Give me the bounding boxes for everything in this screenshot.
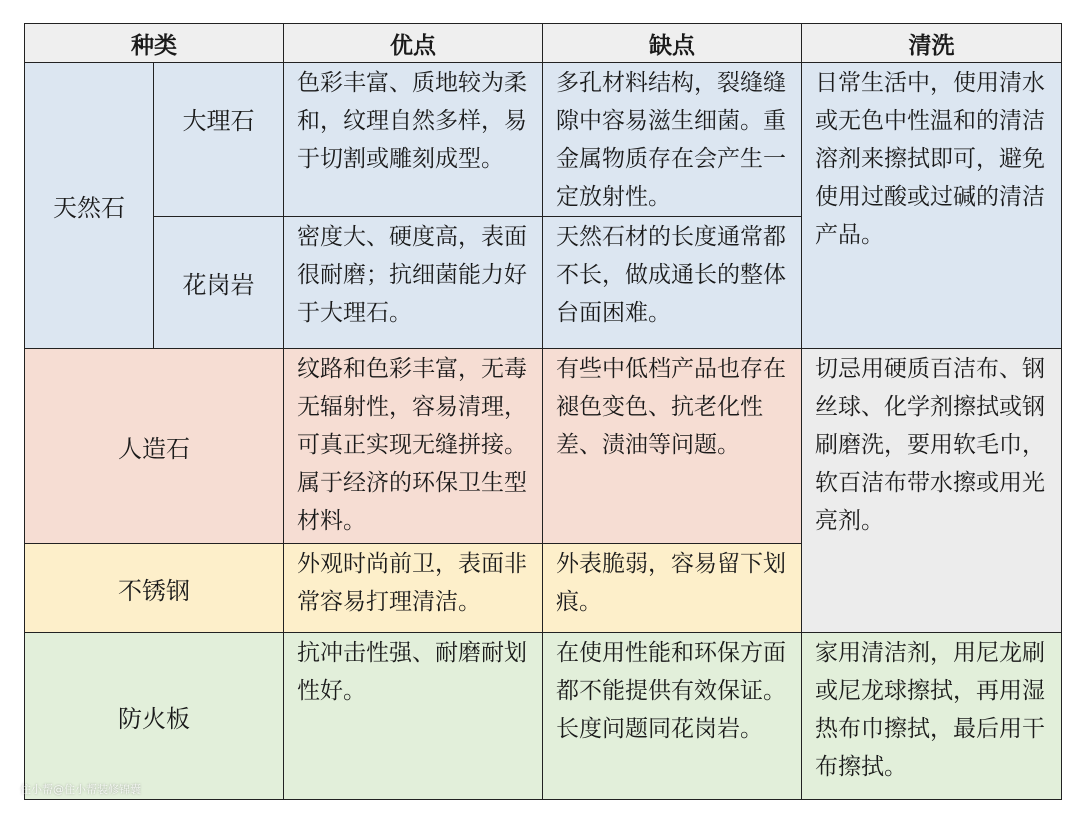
table-row-marble — [25, 63, 1062, 217]
header-type: 种类 — [25, 24, 284, 63]
shared-cleaning: 切忌用硬质百洁布、钢丝球、化学剂擦拭或钢刷磨洗，要用软毛巾，软百洁布带水擦或用光亮剂。 — [815, 356, 1045, 534]
stainless-steel-label: 不锈钢 — [25, 544, 284, 633]
artificial-stone-cons-cell — [543, 349, 802, 544]
stainless-steel-cons: 外表脆弱，容易留下划痕。 — [556, 551, 786, 615]
header-row — [25, 24, 1062, 63]
artificial-stone-cons: 有些中低档产品也存在褪色变色、抗老化性差、渍油等问题。 — [556, 356, 786, 458]
granite-cons-cell — [543, 217, 802, 349]
marble-cons-cell — [543, 63, 802, 217]
marble-pros-cell — [284, 63, 543, 217]
stainless-steel-cons-cell — [543, 544, 802, 633]
table-row-artificial-stone — [25, 349, 1062, 544]
fireproof-board-cleaning: 家用清洁剂，用尼龙刷或尼龙球擦拭，再用湿热布巾擦拭，最后用干布擦拭。 — [815, 640, 1045, 780]
header-cleaning: 清洗 — [802, 24, 1062, 63]
marble-pros: 色彩丰富、质地较为柔和，纹理自然多样，易于切割或雕刻成型。 — [297, 70, 527, 172]
table-row-fireproof-board — [25, 633, 1062, 800]
natural-stone-cleaning-cell — [802, 63, 1062, 349]
fireproof-board-pros: 抗冲击性强、耐磨耐划性好。 — [297, 640, 527, 704]
granite-label: 花岗岩 — [154, 217, 284, 349]
header-pros: 优点 — [284, 24, 543, 63]
granite-pros: 密度大、硬度高，表面很耐磨；抗细菌能力好于大理石。 — [297, 224, 527, 326]
countertop-comparison-table — [24, 23, 1062, 800]
stainless-steel-pros: 外观时尚前卫，表面非常容易打理清洁。 — [297, 551, 527, 615]
stainless-steel-pros-cell — [284, 544, 543, 633]
marble-label: 大理石 — [154, 63, 284, 217]
header-cons: 缺点 — [543, 24, 802, 63]
artificial-stone-pros-cell — [284, 349, 543, 544]
natural-stone-cleaning: 日常生活中，使用清水或无色中性温和的清洁溶剂来擦拭即可，避免使用过酸或过碱的清洁产品。 — [815, 70, 1045, 248]
artificial-stone-pros: 纹路和色彩丰富，无毒无辐射性，容易清理，可真正实现无缝拼接。属于经济的环保卫生型材料。 — [297, 356, 527, 534]
granite-cons: 天然石材的长度通常都不长，做成通长的整体台面困难。 — [556, 224, 786, 326]
fireproof-board-cleaning-cell — [802, 633, 1062, 800]
artificial-stone-label: 人造石 — [25, 349, 284, 544]
fireproof-board-cons-cell — [543, 633, 802, 800]
fireproof-board-pros-cell — [284, 633, 543, 800]
watermark: 住小帮@住小帮装修锦囊 — [20, 783, 141, 796]
fireproof-board-cons: 在使用性能和环保方面都不能提供有效保证。长度问题同花岗岩。 — [556, 640, 786, 742]
fireproof-board-label: 防火板 — [25, 633, 284, 800]
natural-stone-label: 天然石 — [25, 63, 154, 349]
shared-cleaning-cell — [802, 349, 1062, 633]
marble-cons: 多孔材料结构，裂缝缝隙中容易滋生细菌。重金属物质存在会产生一定放射性。 — [556, 70, 786, 210]
granite-pros-cell — [284, 217, 543, 349]
